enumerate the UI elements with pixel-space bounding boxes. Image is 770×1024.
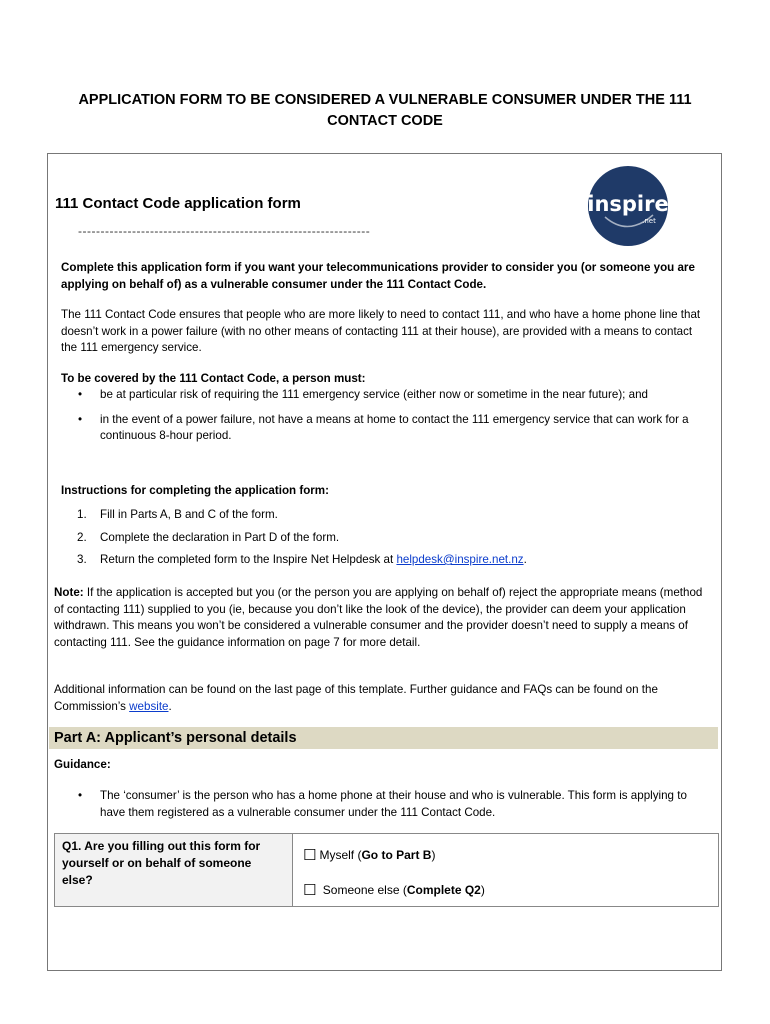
intro-paragraph: The 111 Contact Code ensures that people who are more likely to need to contact 111, and who have a home phone line that doesn’t work in a power failure (with no other means of contacting 111 at their house), are provided with a means to contact the 111 emergency service. — [61, 308, 701, 354]
guidance-list — [61, 788, 711, 821]
form-heading: 111 Contact Code application form — [55, 195, 301, 212]
checkbox-icon[interactable]: ☐ — [303, 882, 317, 899]
guidance-heading: Guidance: — [54, 758, 111, 771]
option-someone-else[interactable]: ☐ Someone else (Complete Q2) — [303, 882, 485, 899]
q1-question: Q1. Are you filling out this form for yourself or on behalf of someone else? — [55, 834, 293, 906]
instructions-list — [61, 507, 711, 575]
q1-answer-cell — [293, 834, 718, 906]
logo-subtext: .net — [642, 217, 656, 225]
part-a-heading: Part A: Applicant’s personal details — [49, 727, 718, 749]
helpdesk-email-link[interactable]: helpdesk@inspire.net.nz — [396, 553, 524, 566]
heading-separator: ----------------------------------------------------------------- — [78, 224, 371, 238]
additional-info-paragraph: Additional information can be found on the last page of this template. Further guidance and FAQs can be found on the Commission’s website. — [54, 683, 658, 713]
instructions-heading: Instructions for completing the application form: — [61, 484, 329, 497]
covered-list — [61, 387, 711, 445]
commission-website-link[interactable]: website — [129, 699, 169, 713]
note-paragraph: Note: If the application is accepted but you (or the person you are applying on behalf of) reject the appropriate means (method of contacting 111) supplied to you (ie, because you don’t like the look of the device), the provider can deem your application withdrawn. This means you won’t be considered a vulnerable consumer and the provider doesn’t need to supply a means of contacting 111. See the guidance information on page 7 for more detail. — [54, 586, 703, 649]
checkbox-icon[interactable]: ☐ — [303, 847, 317, 864]
list-item: • The ‘consumer’ is the person who has a home phone at their house and who is vulnerable. This form is applying to have them registered as a vulnerable consumer under the 111 Contact Code. — [78, 789, 687, 819]
bullet-icon: • — [78, 412, 83, 426]
bullet-icon: • — [78, 789, 83, 802]
list-item: 1. Fill in Parts A, B and C of the form. — [77, 508, 278, 521]
list-item: • be at particular risk of requiring the 111 emergency service (either now or sometime in the near future); and — [61, 387, 711, 404]
bullet-icon: • — [78, 388, 83, 401]
list-item: • in the event of a power failure, not have a means at home to contact the 111 emergency service that can work for a continuous 8-hour period. — [78, 412, 689, 442]
intro-bold-text: Complete this application form if you want your telecommunications provider to consider you (or someone you are applying on behalf of) as a vulnerable consumer under the 111 Contact Code. — [61, 261, 695, 291]
document-title-line-1: APPLICATION FORM TO BE CONSIDERED A VULNERABLE CONSUMER UNDER THE 111 — [78, 92, 692, 108]
inspire-logo — [585, 165, 671, 247]
logo-text: inspire — [587, 192, 669, 216]
list-item: 2. Complete the declaration in Part D of the form. — [77, 530, 340, 544]
note-label: Note: — [54, 586, 84, 599]
q1-table — [54, 833, 719, 907]
option-myself[interactable]: ☐ Myself (Go to Part B) — [303, 847, 436, 864]
covered-heading: To be covered by the 111 Contact Code, a person must: — [61, 372, 366, 385]
form-frame — [47, 153, 722, 971]
list-item: 3. Return the completed form to the Inspire Net Helpdesk at helpdesk@inspire.net.nz. — [77, 553, 527, 566]
document-title-line-2: CONTACT CODE — [327, 113, 443, 129]
inspire-logo-icon — [585, 165, 671, 247]
document-title — [50, 90, 720, 132]
